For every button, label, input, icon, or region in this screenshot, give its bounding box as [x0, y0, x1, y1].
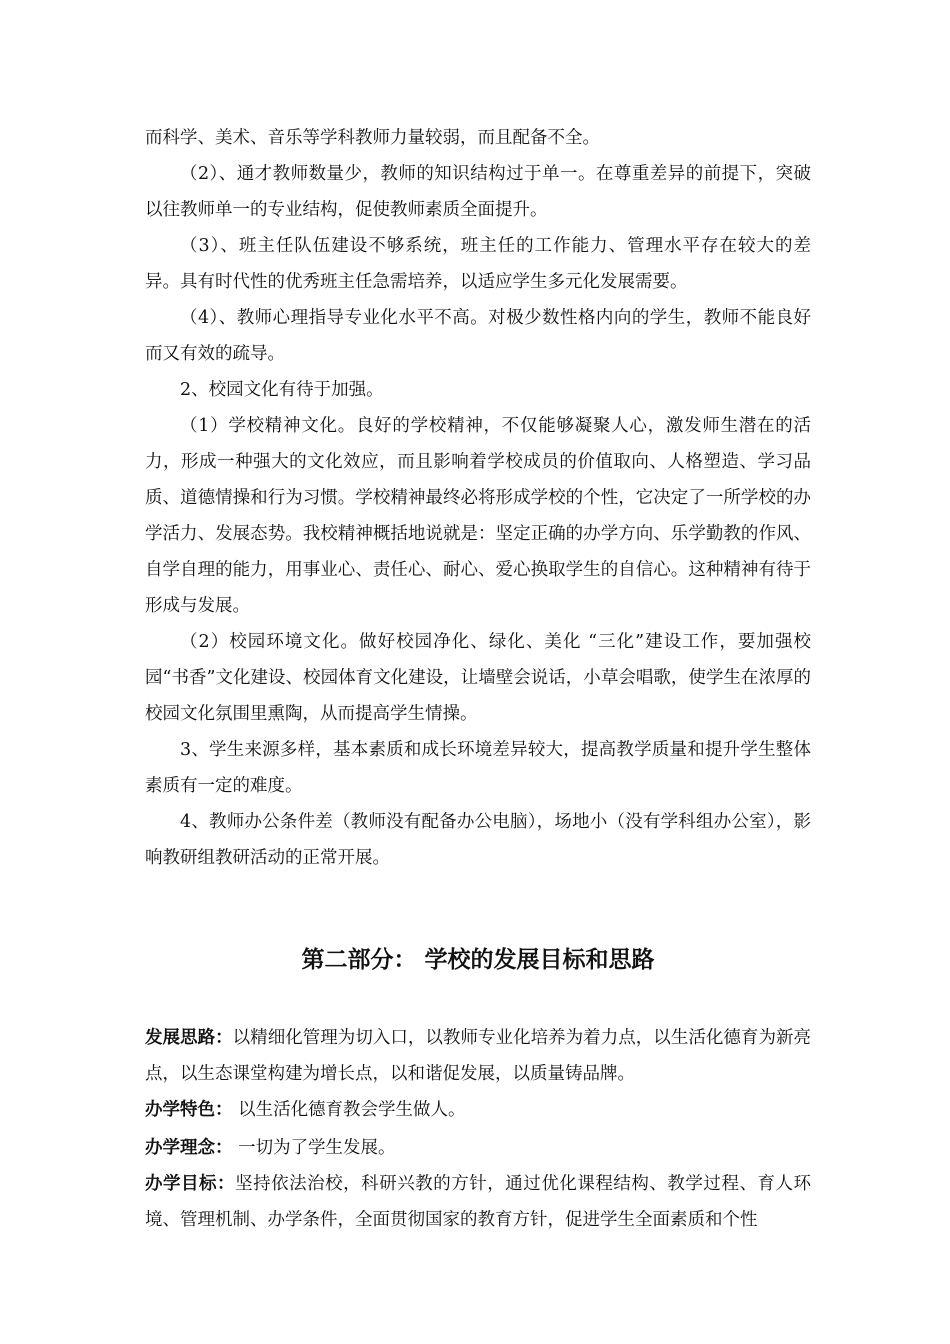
paragraph-office-conditions: 4、教师办公条件差（教师没有配备办公电脑），场地小（没有学科组办公室），影响教研组教研活动的正常开展。 [145, 812, 811, 868]
school-goal-label: 办学目标： [145, 1174, 236, 1194]
paragraph-environment-culture: （2）校园环境文化。做好校园净化、绿化、美化 “三化”建设工作，要加强校园“书香”文化建设、校园体育文化建设，让墙壁会说话，小草会唱歌，使学生在浓厚的校园文化氛围里熏陶，从而提高学生情操。 [145, 632, 811, 724]
school-feature-label: 办学特色： [145, 1100, 233, 1120]
paragraph-generalist-teachers: （2）、通才教师数量少，教师的知识结构过于单一。在尊重差异的前提下，突破以往教师单一的专业结构，促使教师素质全面提升。 [145, 164, 811, 220]
paragraph-campus-culture: 2、校园文化有待于加强。 [180, 380, 384, 400]
development-thinking-label: 发展思路： [145, 1028, 233, 1048]
school-concept [145, 1130, 811, 1166]
school-feature-text: 以生活化德育教会学生做人。 [232, 1100, 466, 1120]
paragraph-spirit-culture: （1）学校精神文化。良好的学校精神，不仅能够凝聚人心，激发师生潜在的活力，形成一种强大的文化效应，而且影响着学校成员的价值取向、人格塑造、学习品质、道德情操和行为习惯。学校精神最终必将形成学校的个性，它决定了一所学校的办学活力、发展态势。我校精神概括地说就是：坚定正确的办学方向、乐学勤教的作风、自学自理的能力，用事业心、责任心、耐心、爱心换取学生的自信心。这种精神有待于形成与发展。 [145, 416, 811, 616]
paragraph-head-teachers: （3）、班主任队伍建设不够系统，班主任的工作能力、管理水平存在较大的差异。具有时代性的优秀班主任急需培养，以适应学生多元化发展需要。 [145, 236, 811, 292]
development-thinking-text: 以精细化管理为切入口，以教师专业化培养为着力点，以生活化德育为新亮点，以生态课堂构建为增长点，以和谐促发展，以质量铸品牌。 [145, 1028, 812, 1084]
school-feature [145, 1092, 811, 1128]
section-heading: 第二部分： 学校的发展目标和思路 [301, 947, 655, 973]
paragraph-student-sources: 3、学生来源多样，基本素质和成长环境差异较大，提高教学质量和提升学生整体素质有一定的难度。 [145, 740, 811, 796]
paragraph-psych-guidance: （4）、教师心理指导专业化水平不高。对极少数性格内向的学生，教师不能良好而又有效的疏导。 [145, 308, 811, 364]
school-concept-label: 办学理念： [145, 1138, 233, 1158]
paragraph-teacher-strength: 而科学、美术、音乐等学科教师力量较弱，而且配备不全。 [145, 128, 600, 148]
school-concept-text: 一切为了学生发展。 [232, 1138, 396, 1158]
school-goal-text: 坚持依法治校，科研兴教的方针，通过优化课程结构、教学过程、育人环境、管理机制、办学条件，全面贯彻国家的教育方针，促进学生全面素质和个性 [145, 1174, 812, 1230]
school-goal [145, 1166, 811, 1238]
development-thinking [145, 1020, 811, 1092]
